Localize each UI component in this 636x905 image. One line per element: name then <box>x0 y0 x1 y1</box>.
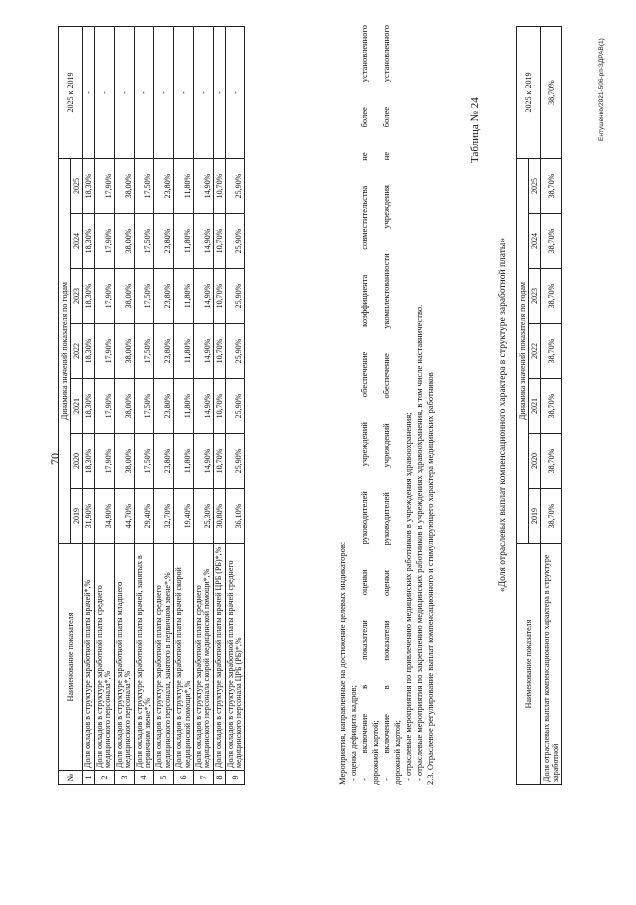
header-year: 2020 <box>71 434 83 489</box>
year-value: 11,80% <box>174 324 194 379</box>
year-value: 10,70% <box>213 214 225 269</box>
table-row <box>174 26 194 784</box>
year-value: 38,70% <box>541 214 562 269</box>
year-value: 10,70% <box>213 379 225 434</box>
table-body <box>83 26 245 784</box>
table-body <box>541 26 562 784</box>
year-value: 14,90% <box>193 269 213 324</box>
header-year: 2023 <box>529 269 541 324</box>
header-year: 2022 <box>71 324 83 379</box>
change-value: - <box>174 26 194 158</box>
row-number: 9 <box>225 771 245 785</box>
text-line: - включение в показатели оценки руководителей учреждений обеспечение укомплектованности учреждения не более установленного <box>381 25 391 781</box>
change-value: - <box>225 26 245 158</box>
indicator-name: Доля окладов в структуре заработной платы среднего медицинского персонала*,% <box>95 544 115 771</box>
text-line: 2.3. Отраслевое регулирование выплат компенсационного и стимулирующего характера медицинских работников <box>425 372 435 785</box>
header-indicator-name: Наименование показателя <box>517 544 541 785</box>
year-value: 38,70% <box>541 269 562 324</box>
year-value: 11,80% <box>174 434 194 489</box>
header-year: 2021 <box>529 379 541 434</box>
year-value: 38,00% <box>114 379 134 434</box>
year-value: 17,50% <box>134 214 154 269</box>
header-year: 2021 <box>71 379 83 434</box>
table-row <box>83 26 95 784</box>
row-number: 7 <box>193 771 213 785</box>
year-value: 38,00% <box>114 324 134 379</box>
year-value: 17,90% <box>95 158 115 213</box>
text-line: - отраслевые мероприятия по закреплению медицинских работников в учреждениях здравоохранения, в том числе наставничество. <box>414 304 424 781</box>
oklad-share-table <box>58 26 245 785</box>
year-value: 25,90% <box>225 158 245 213</box>
row-number: 3 <box>114 771 134 785</box>
table-number: Таблица № 24 <box>469 97 481 163</box>
text-line: Мероприятия, направленные на достижение целевых индикаторов: <box>337 541 347 785</box>
year-value: 10,70% <box>213 434 225 489</box>
year-value: 23,80% <box>154 434 174 489</box>
year-value: 11,80% <box>174 214 194 269</box>
table-row <box>154 26 174 784</box>
text-line: дорожной картой; <box>392 720 402 785</box>
indicator-name: Доля окладов в структуре заработной платы младшего медицинского персонала*,% <box>114 544 134 771</box>
year-value: 11,80% <box>174 158 194 213</box>
change-value: - <box>83 26 95 158</box>
header-dynamics: Динамика значений показателя по годам <box>59 158 71 543</box>
header-change: 2025 к 2019 <box>59 26 83 158</box>
table-row <box>114 26 134 784</box>
header-number: № <box>59 771 83 785</box>
year-value: 14,90% <box>193 214 213 269</box>
year-value: 38,00% <box>114 158 134 213</box>
year-value: 17,90% <box>95 214 115 269</box>
year-value: 25,90% <box>225 214 245 269</box>
year-value: 10,70% <box>213 324 225 379</box>
year-value: 18,30% <box>83 214 95 269</box>
indicator-name: Доля окладов в структуре заработной платы врачей ЦРБ (РБ)*,% <box>213 544 225 771</box>
header-year: 2019 <box>71 489 83 544</box>
footer-document-code: Ентушенко/2021-506-рп-ЗДРАВ(1) <box>598 38 605 141</box>
year-value: 17,50% <box>134 434 154 489</box>
year-value: 31,90% <box>83 489 95 544</box>
text-line: - оценка дефицита кадров; <box>348 684 358 781</box>
header-dynamics: Динамика значений показателя по годам <box>517 158 529 543</box>
indicator-name: Доля окладов в структуре заработной платы врачей*,% <box>83 544 95 771</box>
text-line: дорожной картой; <box>370 720 380 785</box>
header-year: 2019 <box>529 489 541 544</box>
year-value: 38,70% <box>541 379 562 434</box>
header-year: 2023 <box>71 269 83 324</box>
indicator-name: Доля окладов в структуре заработной платы врачей среднего медицинского персонала ЦРБ (РБ)*,% <box>225 544 245 771</box>
year-value: 14,90% <box>193 379 213 434</box>
year-value: 38,70% <box>541 158 562 213</box>
text-line: - отраслевые мероприятия по привлечению медицинских работников в учреждения здравоохранения; <box>403 412 413 781</box>
row-number: 2 <box>95 771 115 785</box>
year-value: 17,50% <box>134 269 154 324</box>
year-value: 11,80% <box>174 269 194 324</box>
year-value: 23,80% <box>154 214 174 269</box>
year-value: 23,80% <box>154 379 174 434</box>
indicator-name: Доля окладов в структуре заработной платы среднего медицинского персонала скорой медицинской помощи*,% <box>193 544 213 771</box>
year-value: 18,30% <box>83 379 95 434</box>
year-value: 17,90% <box>95 379 115 434</box>
compensation-share-table <box>516 26 562 785</box>
indicator-name: Доля окладов в структуре заработной платы врачей скорой медицинской помощи*,% <box>174 544 194 771</box>
table-row <box>213 26 225 784</box>
change-value: - <box>134 26 154 158</box>
header-change: 2025 к 2019 <box>517 26 541 158</box>
year-value: 23,80% <box>154 158 174 213</box>
change-value: - <box>213 26 225 158</box>
year-value: 14,90% <box>193 434 213 489</box>
year-value: 38,70% <box>541 434 562 489</box>
year-value: 14,90% <box>193 324 213 379</box>
year-value: 17,50% <box>134 379 154 434</box>
year-value: 38,70% <box>541 489 562 544</box>
year-value: 29,40% <box>134 489 154 544</box>
header-year: 2022 <box>529 324 541 379</box>
text-line: - включение в показатели оценки руководителей учреждений обеспечение коэффициента совместительства не более установленного <box>359 25 369 781</box>
table-row <box>225 26 245 784</box>
row-number: 4 <box>134 771 154 785</box>
page-number: 70 <box>48 453 62 465</box>
row-number: 1 <box>83 771 95 785</box>
year-value: 18,30% <box>83 269 95 324</box>
year-value: 17,90% <box>95 269 115 324</box>
indicator-name: Доля отраслевых выплат компенсационного характера в структуре заработной <box>541 544 562 785</box>
year-value: 11,80% <box>174 379 194 434</box>
year-value: 17,50% <box>134 158 154 213</box>
year-value: 44,70% <box>114 489 134 544</box>
table-row <box>134 26 154 784</box>
change-value: 38,70% <box>541 26 562 158</box>
year-value: 17,90% <box>95 324 115 379</box>
row-number: 6 <box>174 771 194 785</box>
year-value: 17,90% <box>95 434 115 489</box>
change-value: - <box>154 26 174 158</box>
year-value: 23,80% <box>154 324 174 379</box>
header-year: 2020 <box>529 434 541 489</box>
header-year: 2024 <box>529 214 541 269</box>
year-value: 38,70% <box>541 324 562 379</box>
year-value: 18,30% <box>83 158 95 213</box>
year-value: 36,10% <box>225 489 245 544</box>
change-value: - <box>193 26 213 158</box>
change-value: - <box>95 26 115 158</box>
year-value: 30,80% <box>213 489 225 544</box>
year-value: 25,90% <box>225 269 245 324</box>
year-value: 38,00% <box>114 434 134 489</box>
header-year: 2025 <box>71 158 83 213</box>
table-row <box>193 26 213 784</box>
year-value: 18,30% <box>83 434 95 489</box>
year-value: 10,70% <box>213 269 225 324</box>
change-value: - <box>114 26 134 158</box>
year-value: 23,80% <box>154 269 174 324</box>
header-year: 2024 <box>71 214 83 269</box>
header-indicator-name: Наименование показателя <box>59 544 83 771</box>
year-value: 10,70% <box>213 158 225 213</box>
header-year: 2025 <box>529 158 541 213</box>
year-value: 32,70% <box>154 489 174 544</box>
indicator-name: Доля окладов в структуре заработной платы врачей, занятых в первичном звене*,% <box>134 544 154 771</box>
table-row <box>95 26 115 784</box>
year-value: 25,90% <box>225 434 245 489</box>
indicator-name: Доля окладов в структуре заработной платы среднего медицинского персонала, занятого в первичном звене*,% <box>154 544 174 771</box>
year-value: 17,50% <box>134 324 154 379</box>
year-value: 38,00% <box>114 269 134 324</box>
year-value: 14,90% <box>193 158 213 213</box>
year-value: 18,30% <box>83 324 95 379</box>
table-title: «Доля отраслевых выплат компенсационного характера в структуре заработной платы» <box>498 237 508 593</box>
table-row <box>541 26 562 784</box>
year-value: 25,90% <box>225 379 245 434</box>
year-value: 25,30% <box>193 489 213 544</box>
year-value: 34,90% <box>95 489 115 544</box>
year-value: 38,00% <box>114 214 134 269</box>
year-value: 19,40% <box>174 489 194 544</box>
row-number: 5 <box>154 771 174 785</box>
year-value: 25,90% <box>225 324 245 379</box>
row-number: 8 <box>213 771 225 785</box>
